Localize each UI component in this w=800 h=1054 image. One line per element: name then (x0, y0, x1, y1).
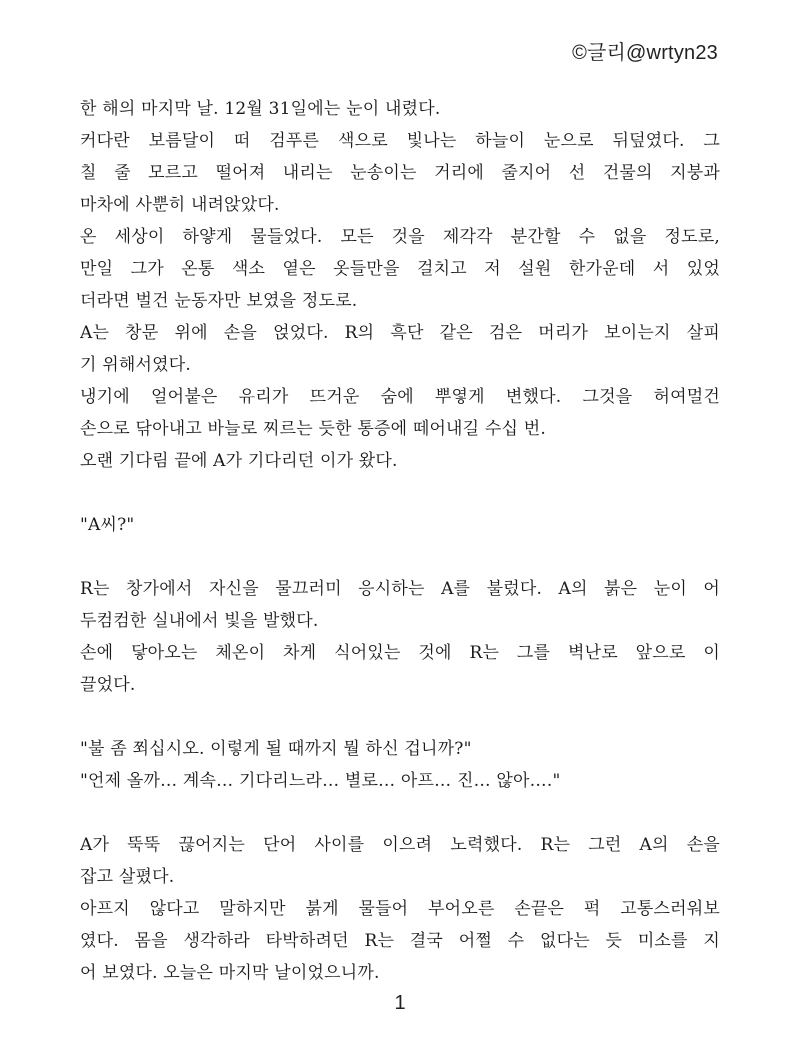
blank-line (80, 797, 720, 829)
text-line: 냉기에 얼어붙은 유리가 뜨거운 숨에 뿌옇게 변했다. 그것을 허여멀건 (80, 387, 720, 407)
blank-line (80, 701, 720, 733)
text-line: R는 창가에서 자신을 물끄러미 응시하는 A를 불렀다. A의 붉은 눈이 어 (80, 579, 720, 599)
text-line: 칠 줄 모르고 떨어져 내리는 눈송이는 거리에 줄지어 선 건물의 지붕과 (80, 163, 720, 183)
text-line: 더라면 벌건 눈동자만 보였을 정도로. (80, 291, 358, 311)
text-line: 였다. 몸을 생각하라 타박하려던 R는 결국 어쩔 수 없다는 듯 미소를 지 (80, 931, 720, 951)
text-line: 마차에 사뿐히 내려앉았다. (80, 195, 280, 215)
page-number: 1 (394, 992, 406, 1014)
text-line: 오랜 기다림 끝에 A가 기다리던 이가 왔다. (80, 451, 398, 471)
text-line: 아프지 않다고 말하지만 붉게 물들어 부어오른 손끝은 퍽 고통스러워보 (80, 899, 720, 919)
text-line: 커다란 보름달이 떠 검푸른 색으로 빛나는 하늘이 눈으로 뒤덮였다. 그 (80, 131, 720, 151)
text-line: A가 뚝뚝 끊어지는 단어 사이를 이으려 노력했다. R는 그런 A의 손을 (80, 835, 720, 855)
text-line: 손으로 닦아내고 바늘로 찌르는 듯한 통증에 떼어내길 수십 번. (80, 419, 546, 439)
text-line: "언제 올까… 계속… 기다리느라… 별로… 아프… 진… 않아…." (80, 771, 561, 791)
text-line: 한 해의 마지막 날. 12월 31일에는 눈이 내렸다. (80, 99, 441, 119)
text-line: "불 좀 쬐십시오. 이렇게 될 때까지 뭘 하신 겁니까?" (80, 739, 472, 759)
text-line: 잡고 살폈다. (80, 867, 175, 887)
text-line: 온 세상이 하얗게 물들었다. 모든 것을 제각각 분간할 수 없을 정도로, (80, 227, 720, 247)
story-text (80, 93, 720, 989)
text-line: 기 위해서였다. (80, 355, 191, 375)
author-credit: ©글리@wrtyn23 (572, 42, 718, 64)
text-line: 끌었다. (80, 675, 136, 695)
text-line: 손에 닿아오는 체온이 차게 식어있는 것에 R는 그를 벽난로 앞으로 이 (80, 643, 720, 663)
text-line: 어 보였다. 오늘은 마지막 날이었으니까. (80, 963, 380, 983)
text-line: "A씨?" (80, 515, 135, 535)
text-line: 두컴컴한 실내에서 빛을 발했다. (80, 611, 319, 631)
blank-line (80, 477, 720, 509)
blank-line (80, 541, 720, 573)
text-line: 만일 그가 온통 색소 옅은 옷들만을 걸치고 저 설원 한가운데 서 있었 (80, 259, 720, 279)
text-line: A는 창문 위에 손을 얹었다. R의 흑단 같은 검은 머리가 보이는지 살피 (80, 323, 720, 343)
